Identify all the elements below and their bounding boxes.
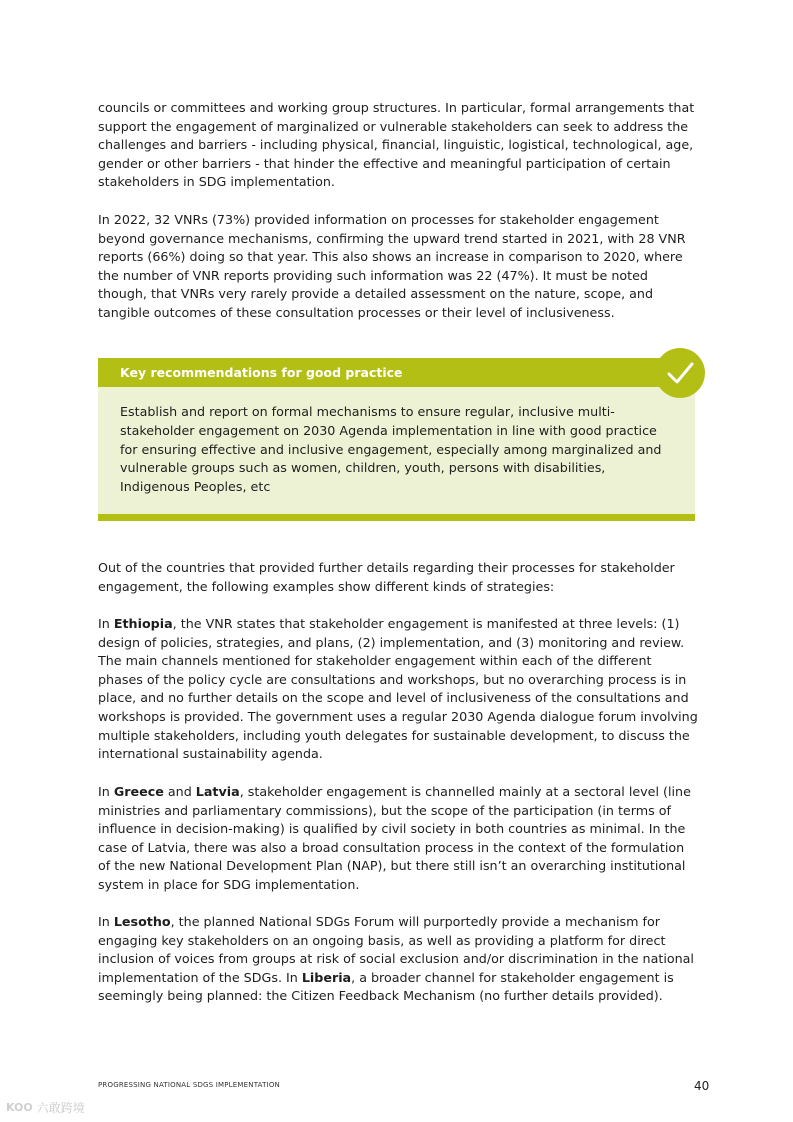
watermark	[6, 1097, 85, 1117]
paragraph-greece-latvia: In Greece and Latvia, stakeholder engagement is channelled mainly at a sectoral level (line ministries and parliamentary commissions), but the scope of the participation (in terms of influence in decision-making) is qualified by civil society in both countries as minimal. In the case of Latvia, there was also a broad consultation process in the context of the formulation of the new National Development Plan (NAP), but there still isn’t an overarching institutional system in place for SDG implementation.	[98, 784, 691, 892]
country-lesotho: Lesotho	[113, 914, 171, 929]
callout-header	[98, 358, 695, 387]
country-latvia: Latvia	[195, 784, 240, 799]
paragraph-ethiopia: In Ethiopia, the VNR states that stakeholder engagement is manifested at three levels: (1) design of policies, strategies, and plans, (2) implementation, and (3) monitoring and review. The main channels mentioned for stakeholder engagement within each of the different phases of the policy cycle are consultations and workshops, but no overarching process is in place, and no further details on the scope and level of inclusiveness of the consultations and workshops is provided. The government uses a regular 2030 Agenda dialogue forum involving multiple stakeholders, including youth delegates for sustainable development, to discuss the international sustainability agenda.	[98, 616, 698, 762]
page-number: 40	[694, 1079, 710, 1093]
callout-text: Establish and report on formal mechanisms to ensure regular, inclusive multi-stakeholder engagement on 2030 Agenda implementation in line with good practice for ensuring effective and inclusive engagement, especially among marginalized and vulnerable groups such as women, children, youth, persons with disabilities, Indigenous Peoples, etc	[120, 404, 662, 495]
paragraph-examples-intro: Out of the countries that provided further details regarding their processes for stakeholder engagement, the following examples show different kinds of strategies:	[98, 560, 675, 594]
paragraph-stakeholder-arrangements: councils or committees and working group structures. In particular, formal arrangements that support the engagement of marginalized or vulnerable stakeholders can seek to address the challenges and barriers - including physical, financial, linguistic, logistical, technological, age, gender or other barriers - that hinder the effective and meaningful participation of certain stakeholders in SDG implementation.	[98, 100, 695, 190]
country-greece: Greece	[113, 784, 164, 799]
running-title: PROGRESSING NATIONAL SDGS IMPLEMENTATION	[98, 1081, 280, 1089]
country-liberia: Liberia	[301, 969, 352, 985]
paragraph-lesotho-liberia: In Lesotho, the planned National SDGs Forum will purportedly provide a mechanism for engaging key stakeholders on an ongoing basis, as well as providing a platform for direct inclusion of voices from groups at risk of social exclusion and/or discrimination in the national implementation of the SDGs. In Liberia, a broader channel for stakeholder engagement is seemingly being planned: the Citizen Feedback Mechanism (no further details provided).	[98, 914, 694, 1004]
paragraph-vnr-statistics: In 2022, 32 VNRs (73%) provided information on processes for stakeholder engagement beyond governance mechanisms, confirming the upward trend started in 2021, with 28 VNR reports (66%) doing so that year. This also shows an increase in comparison to 2020, where the number of VNR reports providing such information was 22 (47%). It must be noted though, that VNRs very rarely provide a detailed assessment on the nature, scope, and tangible outcomes of these consultation processes or their level of inclusiveness.	[98, 212, 686, 320]
checkmark-icon	[655, 348, 705, 398]
callout-title: Key recommendations for good practice	[120, 365, 403, 380]
callout-bottom-bar	[98, 514, 695, 521]
country-ethiopia: Ethiopia	[113, 616, 173, 631]
watermark-text: 六敢跨境	[36, 1100, 85, 1115]
watermark-logo: KOO	[6, 1100, 33, 1114]
key-recommendations-box	[98, 358, 695, 521]
